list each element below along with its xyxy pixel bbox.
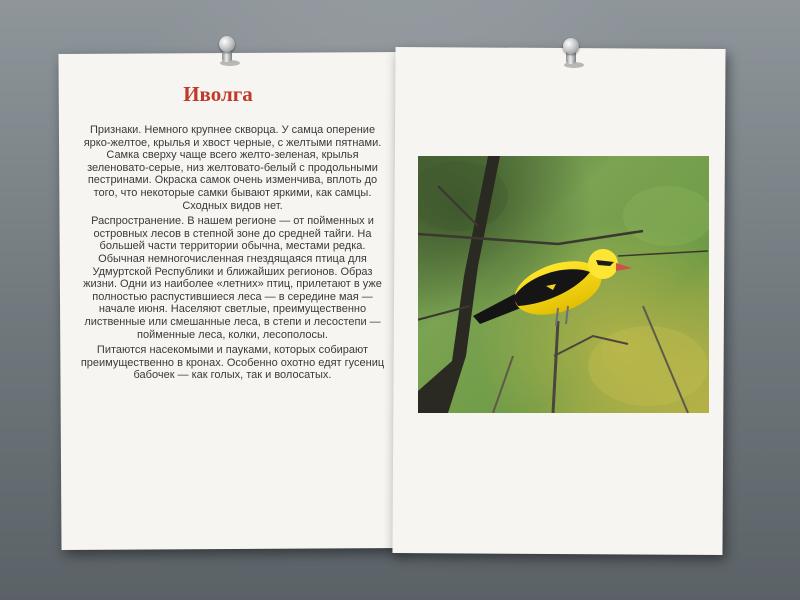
description-text [80, 124, 385, 385]
paragraph-distribution-and-habits: Распространение. В нашем регионе — от пойменных и островных лесов в степной зоне до средней тайги. На большей части территории обычна, местами редка. Обычная немногочисленная гнездящаяся птица для Удмуртской Республики и ближайших регионов. Образ жизни. Одни из наиболее «летних» птиц, прилетают в уже полностью распустившиеся леса — в середине мая — начале июня. Населяют светлые, преимущественно лиственные или смешанные леса, в степи и лесостепи — пойменные леса, колки, лесополосы. [83, 215, 382, 341]
oriole-photo [418, 156, 709, 413]
slide-title: Иволга [183, 82, 253, 106]
pushpin-icon [562, 38, 580, 68]
pushpin-icon [218, 36, 236, 66]
paragraph-diet: Питаются насекомыми и пауками, которых собирают преимущественно в кронах. Особенно охотно едят гусениц бабочек — как голых, так и волосатых. [80, 344, 385, 382]
paragraph-signs-and-range: Признаки. Немного крупнее скворца. У самца оперение ярко-желтое, крылья и хвост черные, с желтыми пятнами. Самка сверху чаще всего желто-зеленая, крылья зеленовато-серые, низ желтовато-белый с продольными пестринами. Окраска самок очень изменчива, вплоть до того, что некоторые самки бывают яркими, как самцы. Сходных видов нет. [83, 124, 382, 212]
